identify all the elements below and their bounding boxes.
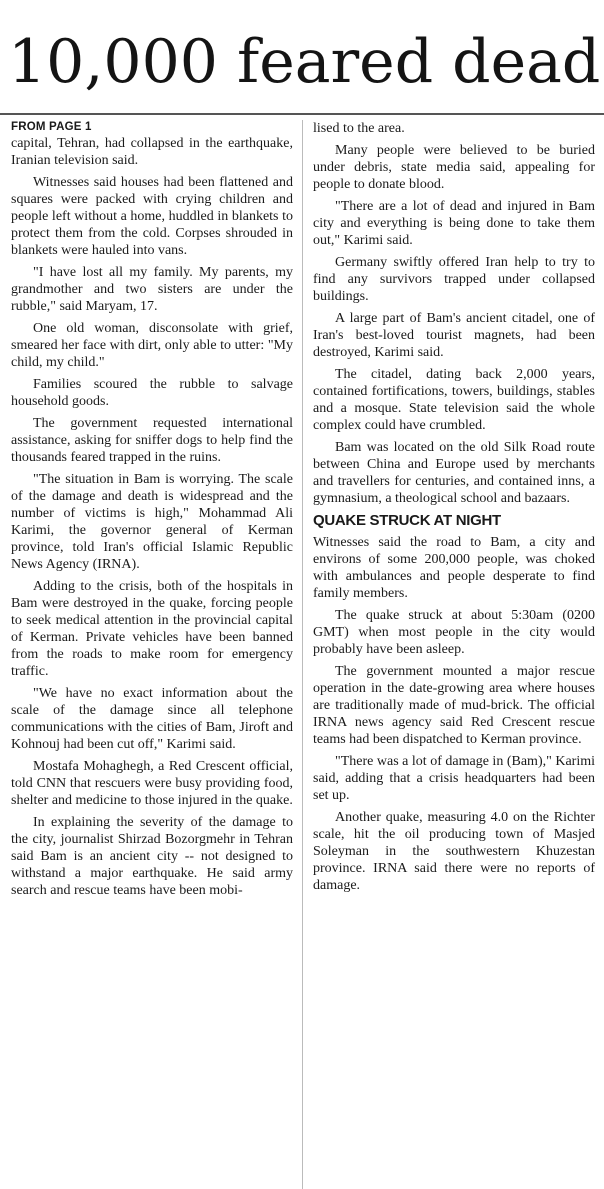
paragraph: Witnesses said the road to Bam, a city and environs of some 200,000 people, was choked with ambulances and people desperate to find family members. [313, 535, 595, 601]
paragraph: Adding to the crisis, both of the hospitals in Bam were destroyed in the quake, forcing people to seek medical attention in the provincial capital of Kerman. Private vehicles have been banned from the roads to make room for emergency traffic. [11, 579, 293, 679]
paragraph: The government mounted a major rescue operation in the date-growing area where houses are traditionally made of mud-brick. The official IRNA news agency said Red Crescent rescue teams had been dispatched to Kerman province. [313, 664, 595, 747]
paragraph: Witnesses said houses had been flattened and squares were packed with crying children and people left without a home, huddled in blankets to protect them from the cold. Corpses shrouded in blankets were hauled into vans. [11, 175, 293, 258]
paragraph: Germany swiftly offered Iran help to try to find any survivors trapped under collapsed buildings. [313, 255, 595, 304]
left-column [11, 120, 293, 904]
kicker: FROM PAGE 1 [11, 121, 92, 133]
paragraph: The quake struck at about 5:30am (0200 GMT) when most people in the city would probably have been asleep. [313, 608, 595, 657]
paragraph: capital, Tehran, had collapsed in the earthquake, Iranian television said. [11, 136, 293, 168]
paragraph: lised to the area. [313, 121, 405, 136]
paragraph: Another quake, measuring 4.0 on the Richter scale, hit the oil producing town of Masjed Soleyman in the southwestern Khuzestan province. IRNA said there were no reports of damage. [313, 810, 595, 893]
paragraph: In explaining the severity of the damage to the city, journalist Shirzad Bozorgmehr in Tehran said Bam is an ancient city -- not designed to withstand a major earthquake. He said army search and rescue teams have been mobi- [11, 815, 293, 898]
paragraph: "I have lost all my family. My parents, my grandmother and two sisters are under the rubble," said Maryam, 17. [11, 265, 293, 314]
paragraph: "We have no exact information about the scale of the damage since all telephone communications with the cities of Bam, Jiroft and Kohnouj had been cut off," Karimi said. [11, 686, 293, 752]
headline: 10,000 feared dead [8, 27, 601, 97]
paragraph: The government requested international assistance, asking for sniffer dogs to help find the thousands feared trapped in the ruins. [11, 416, 293, 465]
paragraph: Families scoured the rubble to salvage household goods. [11, 377, 293, 409]
column-divider [302, 120, 303, 1189]
headline-rule [0, 113, 604, 115]
paragraph: Many people were believed to be buried under debris, state media said, appealing for people to donate blood. [313, 143, 595, 192]
paragraph: Bam was located on the old Silk Road route between China and Europe used by merchants and travellers for centuries, and contained inns, a gymnasium, a theological school and bazaars. [313, 440, 595, 506]
paragraph: "There was a lot of damage in (Bam)," Karimi said, adding that a crisis headquarters had been set up. [313, 754, 595, 803]
subhead: QUAKE STRUCK AT NIGHT [313, 512, 501, 529]
paragraph: The citadel, dating back 2,000 years, contained fortifications, towers, buildings, stables and a mosque. State television said the whole complex could have crumbled. [313, 367, 595, 433]
paragraph: One old woman, disconsolate with grief, smeared her face with dirt, only able to utter: "My child, my child." [11, 321, 293, 370]
paragraph: A large part of Bam's ancient citadel, one of Iran's best-loved tourist magnets, had been destroyed, Karimi said. [313, 311, 595, 360]
right-column [313, 120, 595, 899]
paragraph: Mostafa Mohaghegh, a Red Crescent official, told CNN that rescuers were busy providing food, shelter and medicine to those injured in the quake. [11, 759, 293, 808]
paragraph: "The situation in Bam is worrying. The scale of the damage and death is widespread and the number of victims is high," Mohammad Ali Karimi, the governor general of Kerman province, told Iran's official Islamic Republic News Agency (IRNA). [11, 472, 293, 572]
paragraph: "There are a lot of dead and injured in Bam city and everything is being done to take them out," Karimi said. [313, 199, 595, 248]
